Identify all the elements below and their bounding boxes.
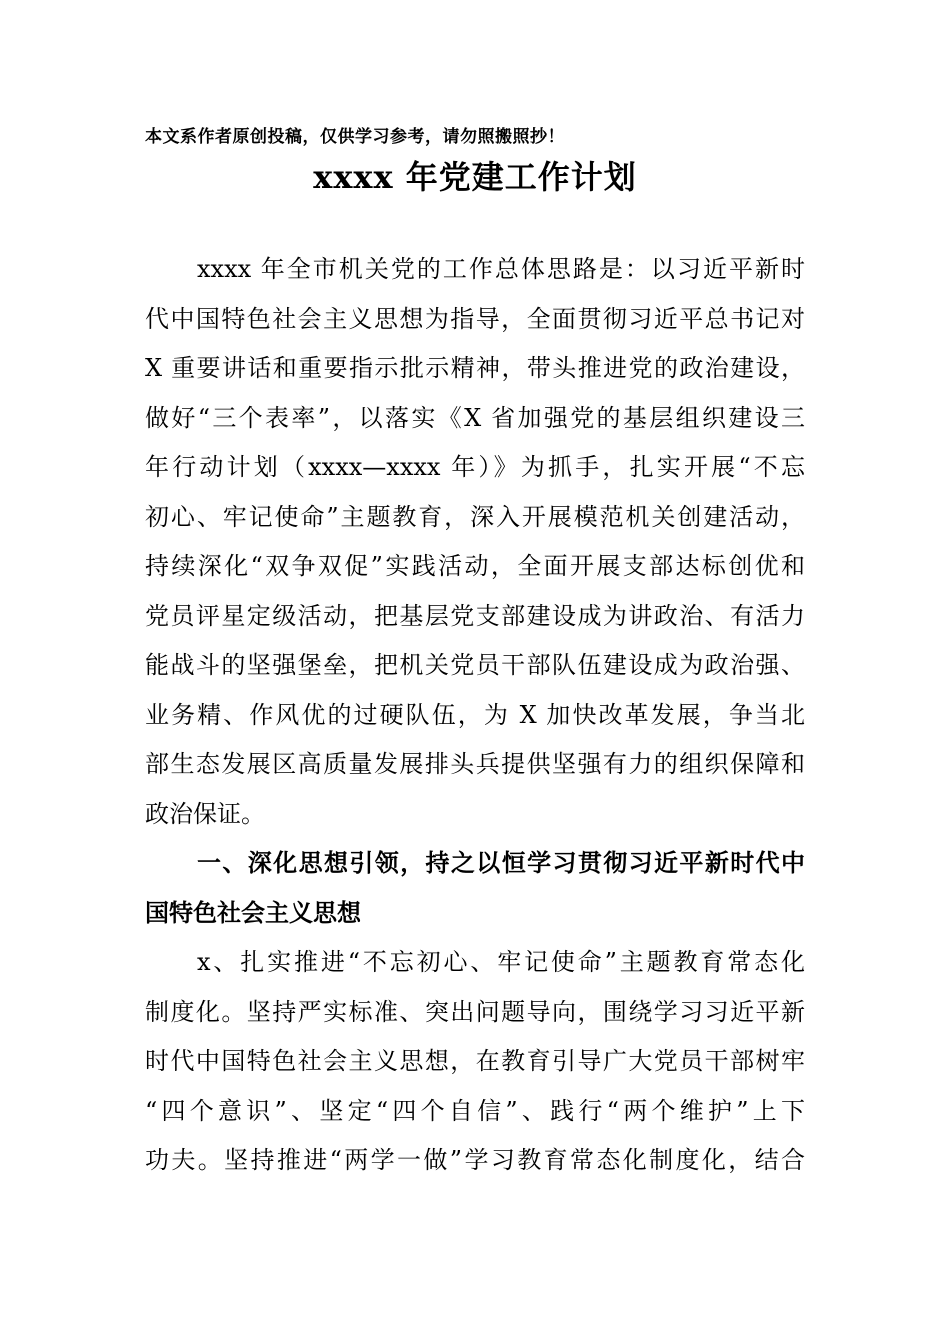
paragraph-line: x、扎实推进“不忘初心、牢记使命”主题教育常态化 — [197, 948, 805, 976]
paragraph-line: 年行动计划（xxxx—xxxx 年）》为抓手，扎实开展“不忘 — [145, 453, 805, 481]
paragraph-line: “四个意识”、坚定“四个自信”、践行“两个维护”上下 — [145, 1096, 805, 1125]
paragraph-line: 制度化。坚持严实标准、突出问题导向，围绕学习习近平新 — [145, 997, 805, 1026]
section-1-heading — [145, 849, 805, 948]
document-body — [145, 255, 805, 1196]
paragraph-line: 代中国特色社会主义思想为指导，全面贯彻习近平总书记对 — [145, 304, 805, 333]
paragraph-line: 功夫。坚持推进“两学一做”学习教育常态化制度化，结合 — [145, 1146, 805, 1174]
paragraph-line: 政治保证。 — [145, 799, 265, 828]
paragraph-line: 做好“三个表率”，以落实《X 省加强党的基层组织建设三 — [145, 403, 805, 432]
paragraph-line: 业务精、作风优的过硬队伍，为 X 加快改革发展，争当北 — [145, 700, 805, 729]
section-1-paragraph — [145, 948, 805, 1196]
paragraph-line: 持续深化“双争双促”实践活动，全面开展支部达标创优和 — [145, 552, 805, 580]
paragraph-line: X 重要讲话和重要指示批示精神，带头推进党的政治建设， — [145, 354, 805, 382]
paragraph-line: 党员评星定级活动，把基层党支部建设成为讲政治、有活力 — [145, 601, 805, 630]
paragraph-line: 能战斗的坚强堡垒，把机关党员干部队伍建设成为政治强、 — [145, 651, 805, 679]
paragraph-line: 初心、牢记使命”主题教育，深入开展模范机关创建活动， — [145, 502, 805, 531]
paragraph-line: 部生态发展区高质量发展排头兵提供坚强有力的组织保障和 — [145, 750, 805, 778]
heading-line: 一、深化思想引领，持之以恒学习贯彻习近平新时代中 — [197, 849, 805, 877]
heading-line: 国特色社会主义思想 — [145, 898, 361, 927]
copyright-notice: 本文系作者原创投稿，仅供学习参考，请勿照搬照抄！ — [145, 127, 565, 147]
intro-paragraph — [145, 255, 805, 849]
paragraph-line: 时代中国特色社会主义思想，在教育引导广大党员干部树牢 — [145, 1047, 805, 1075]
document-title: xxxx 年党建工作计划 — [313, 158, 637, 196]
paragraph-line: xxxx 年全市机关党的工作总体思路是：以习近平新时 — [197, 255, 805, 283]
